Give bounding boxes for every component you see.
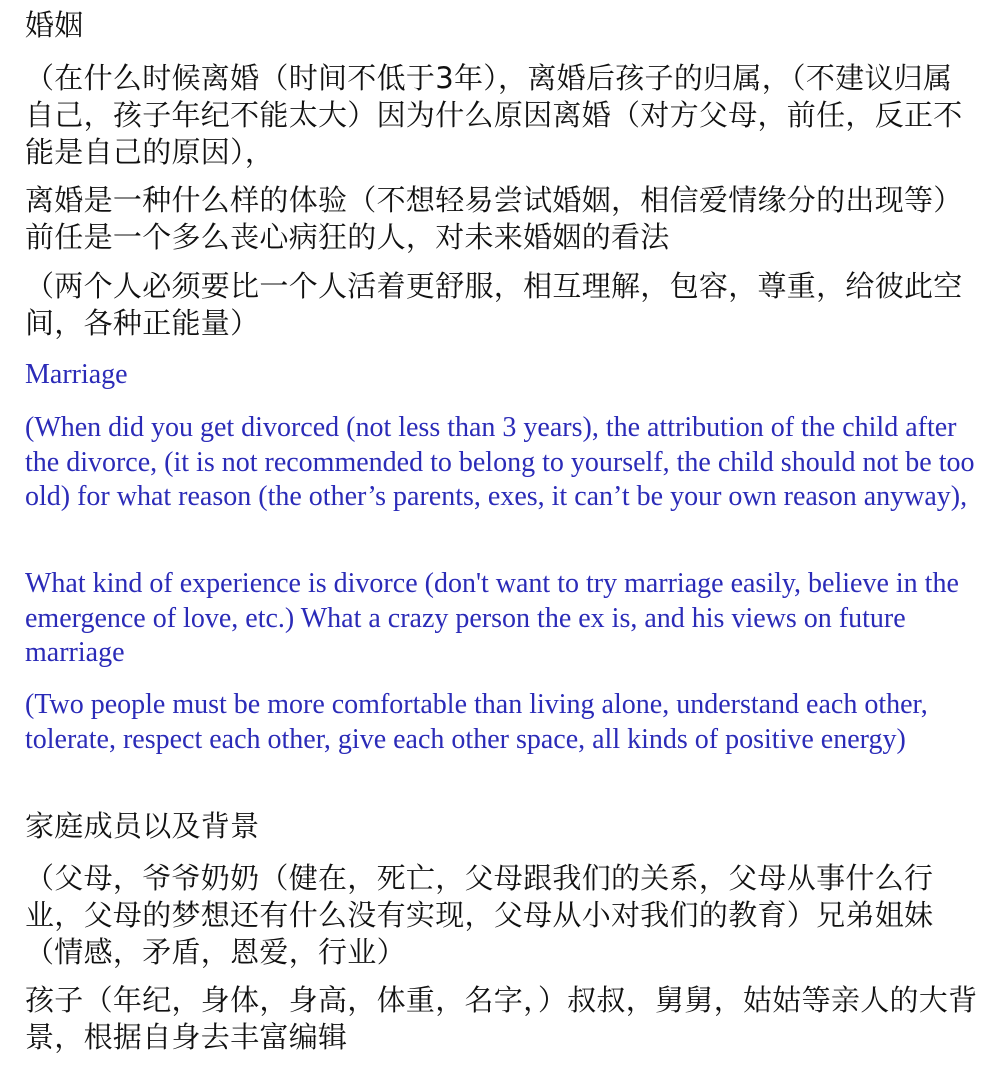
section-title-family-zh: 家庭成员以及背景: [25, 809, 260, 843]
section-title-marriage-zh: 婚姻: [25, 8, 84, 42]
paragraph-marriage-views-en: (Two people must be more comfortable than living alone, understand each other, tolerate, respect each other, give each other space, all kinds of positive energy): [25, 689, 928, 755]
paragraph-divorce-experience-en: What kind of experience is divorce (don't want to try marriage easily, believe in the emergence of love, etc.) What a crazy person the ex is, and his views on future marriage: [25, 568, 959, 668]
paragraph-marriage-views-zh: （两个人必须要比一个人活着更舒服，相互理解，包容，尊重，给彼此空间，各种正能量）: [25, 269, 963, 340]
paragraph-children-relatives-zh: 孩子（年纪，身体，身高，体重，名字，）叔叔，舅舅，姑姑等亲人的大背景，根据自身去丰富编辑: [25, 983, 978, 1054]
paragraph-divorce-details-zh: （在什么时候离婚（时间不低于3年），离婚后孩子的归属，（不建议归属自己，孩子年纪不能太大）因为什么原因离婚（对方父母，前任，反正不能是自己的原因），: [25, 61, 963, 169]
paragraph-divorce-experience-zh: 离婚是一种什么样的体验（不想轻易尝试婚姻，相信爱情缘分的出现等）前任是一个多么丧心病狂的人，对未来婚姻的看法: [25, 183, 963, 254]
paragraph-divorce-details-en: (When did you get divorced (not less than 3 years), the attribution of the child after the divorce, (it is not recommended to belong to yourself, the child should not be too old) for what reason (the other’s parents, exes, it can’t be your own reason anyway),: [25, 412, 975, 512]
section-title-marriage-en: Marriage: [25, 359, 128, 390]
paragraph-family-members-zh: （父母，爷爷奶奶（健在，死亡，父母跟我们的关系，父母从事什么行业，父母的梦想还有什么没有实现，父母从小对我们的教育）兄弟姐妹（情感，矛盾，恩爱，行业）: [25, 861, 934, 969]
